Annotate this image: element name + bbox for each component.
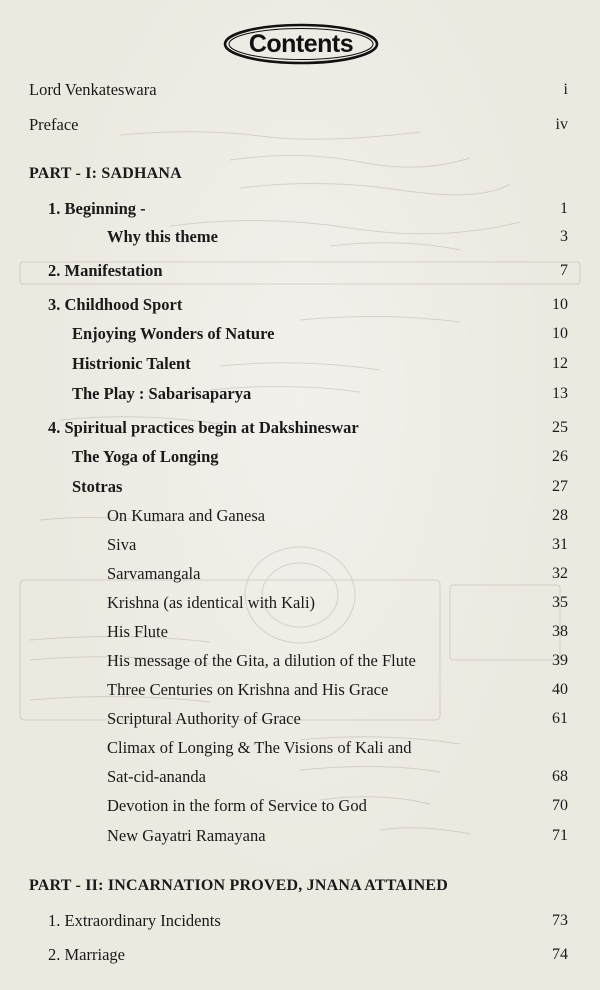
toc-entry-label: Three Centuries on Krishna and His Grace [107,680,389,699]
toc-entry-label: Sarvamangala [107,564,201,583]
toc-entry [0,196,600,222]
toc-entry-label: Krishna (as identical with Kali) [107,593,316,612]
toc-entry [0,908,600,934]
toc-entry [0,764,600,790]
toc-entry-page: 13 [552,385,568,402]
toc-entry-label: The Play : Sabarisaparya [72,384,252,403]
part-heading-label: PART - II: INCARNATION PROVED, JNANA ATTAINED [29,877,448,894]
toc-entry [0,381,600,407]
toc-entry [0,619,600,645]
toc-entry-preface [0,112,600,138]
toc-entry [0,321,600,347]
toc-entry [0,292,600,318]
toc-entry [0,503,600,529]
toc-entry-page: i [563,81,568,98]
toc-entry-page: 28 [552,507,568,524]
toc-entry [0,823,600,849]
toc-entry-label: 4. Spiritual practices begin at Dakshineswar [48,418,359,437]
toc-entry-label: Scriptural Authority of Grace [107,709,301,728]
toc-entry [0,561,600,587]
title-wrap [222,22,380,66]
part-2-heading [0,873,600,899]
toc-entry [0,444,600,470]
toc-entry-page: 39 [552,652,568,669]
toc-entry [0,793,600,819]
toc-entry-page: 10 [552,296,568,313]
toc-entry-page: 74 [552,946,568,963]
toc-entry [0,532,600,558]
toc-entry-label: 2. Marriage [48,945,125,964]
toc-entry-label: 3. Childhood Sport [48,295,183,314]
toc-entry-page: 1 [560,200,568,217]
toc-entry-label: 2. Manifestation [48,261,163,280]
toc-entry-page: 61 [552,710,568,727]
toc-entry-label: 1. Beginning - [48,199,146,218]
toc-entry-page: 32 [552,565,568,582]
toc-entry [0,351,600,377]
toc-entry-page: 71 [552,827,568,844]
toc-entry [0,648,600,674]
toc-entry-page: 12 [552,355,568,372]
toc-entry [0,735,600,761]
toc-entry-label: Climax of Longing & The Visions of Kali and [107,738,412,757]
toc-entry-page: 68 [552,768,568,785]
toc-entry-page: 38 [552,623,568,640]
toc-entry-page: 70 [552,797,568,814]
toc-entry-label: The Yoga of Longing [72,447,219,466]
toc-entry [0,474,600,500]
toc-entry-label: On Kumara and Ganesa [107,506,266,525]
toc-entry [0,706,600,732]
toc-entry-label: New Gayatri Ramayana [107,826,266,845]
toc-entry-lord-venkateswara [0,77,600,103]
toc-entry [0,224,600,250]
toc-entry-label: His Flute [107,622,168,641]
part-heading-label: PART - I: SADHANA [29,165,182,182]
toc-entry-label: Stotras [72,477,123,496]
toc-entry-page: 26 [552,448,568,465]
toc-entry-label: 1. Extraordinary Incidents [48,911,221,930]
toc-entry [0,258,600,284]
toc-entry-page: 7 [560,262,568,279]
toc-entry [0,415,600,441]
toc-entry-label: Why this theme [107,227,218,246]
toc-entry-page: iv [555,116,568,133]
toc-entry-label: Histrionic Talent [72,354,191,373]
toc-entry-label: Devotion in the form of Service to God [107,796,367,815]
toc-entry-label: Preface [29,115,79,134]
toc-entry-page: 3 [560,228,568,245]
toc-entry-page: 27 [552,478,568,495]
toc-entry-page: 40 [552,681,568,698]
toc-entry [0,677,600,703]
toc-entry-label: Siva [107,535,137,554]
toc-entry-page: 73 [552,912,568,929]
toc-entry [0,942,600,968]
toc-entry-label: His message of the Gita, a dilution of the Flute [107,651,416,670]
toc-entry [0,590,600,616]
toc-entry-label: Sat-cid-ananda [107,767,206,786]
toc-entry-page: 35 [552,594,568,611]
toc-entry-page: 25 [552,419,568,436]
part-1-heading [0,161,600,187]
page-title: Contents [248,30,354,58]
toc-entry-label: Lord Venkateswara [29,80,157,99]
toc-entry-label: Enjoying Wonders of Nature [72,324,275,343]
toc-entry-page: 31 [552,536,568,553]
toc-entry-page: 10 [552,325,568,342]
